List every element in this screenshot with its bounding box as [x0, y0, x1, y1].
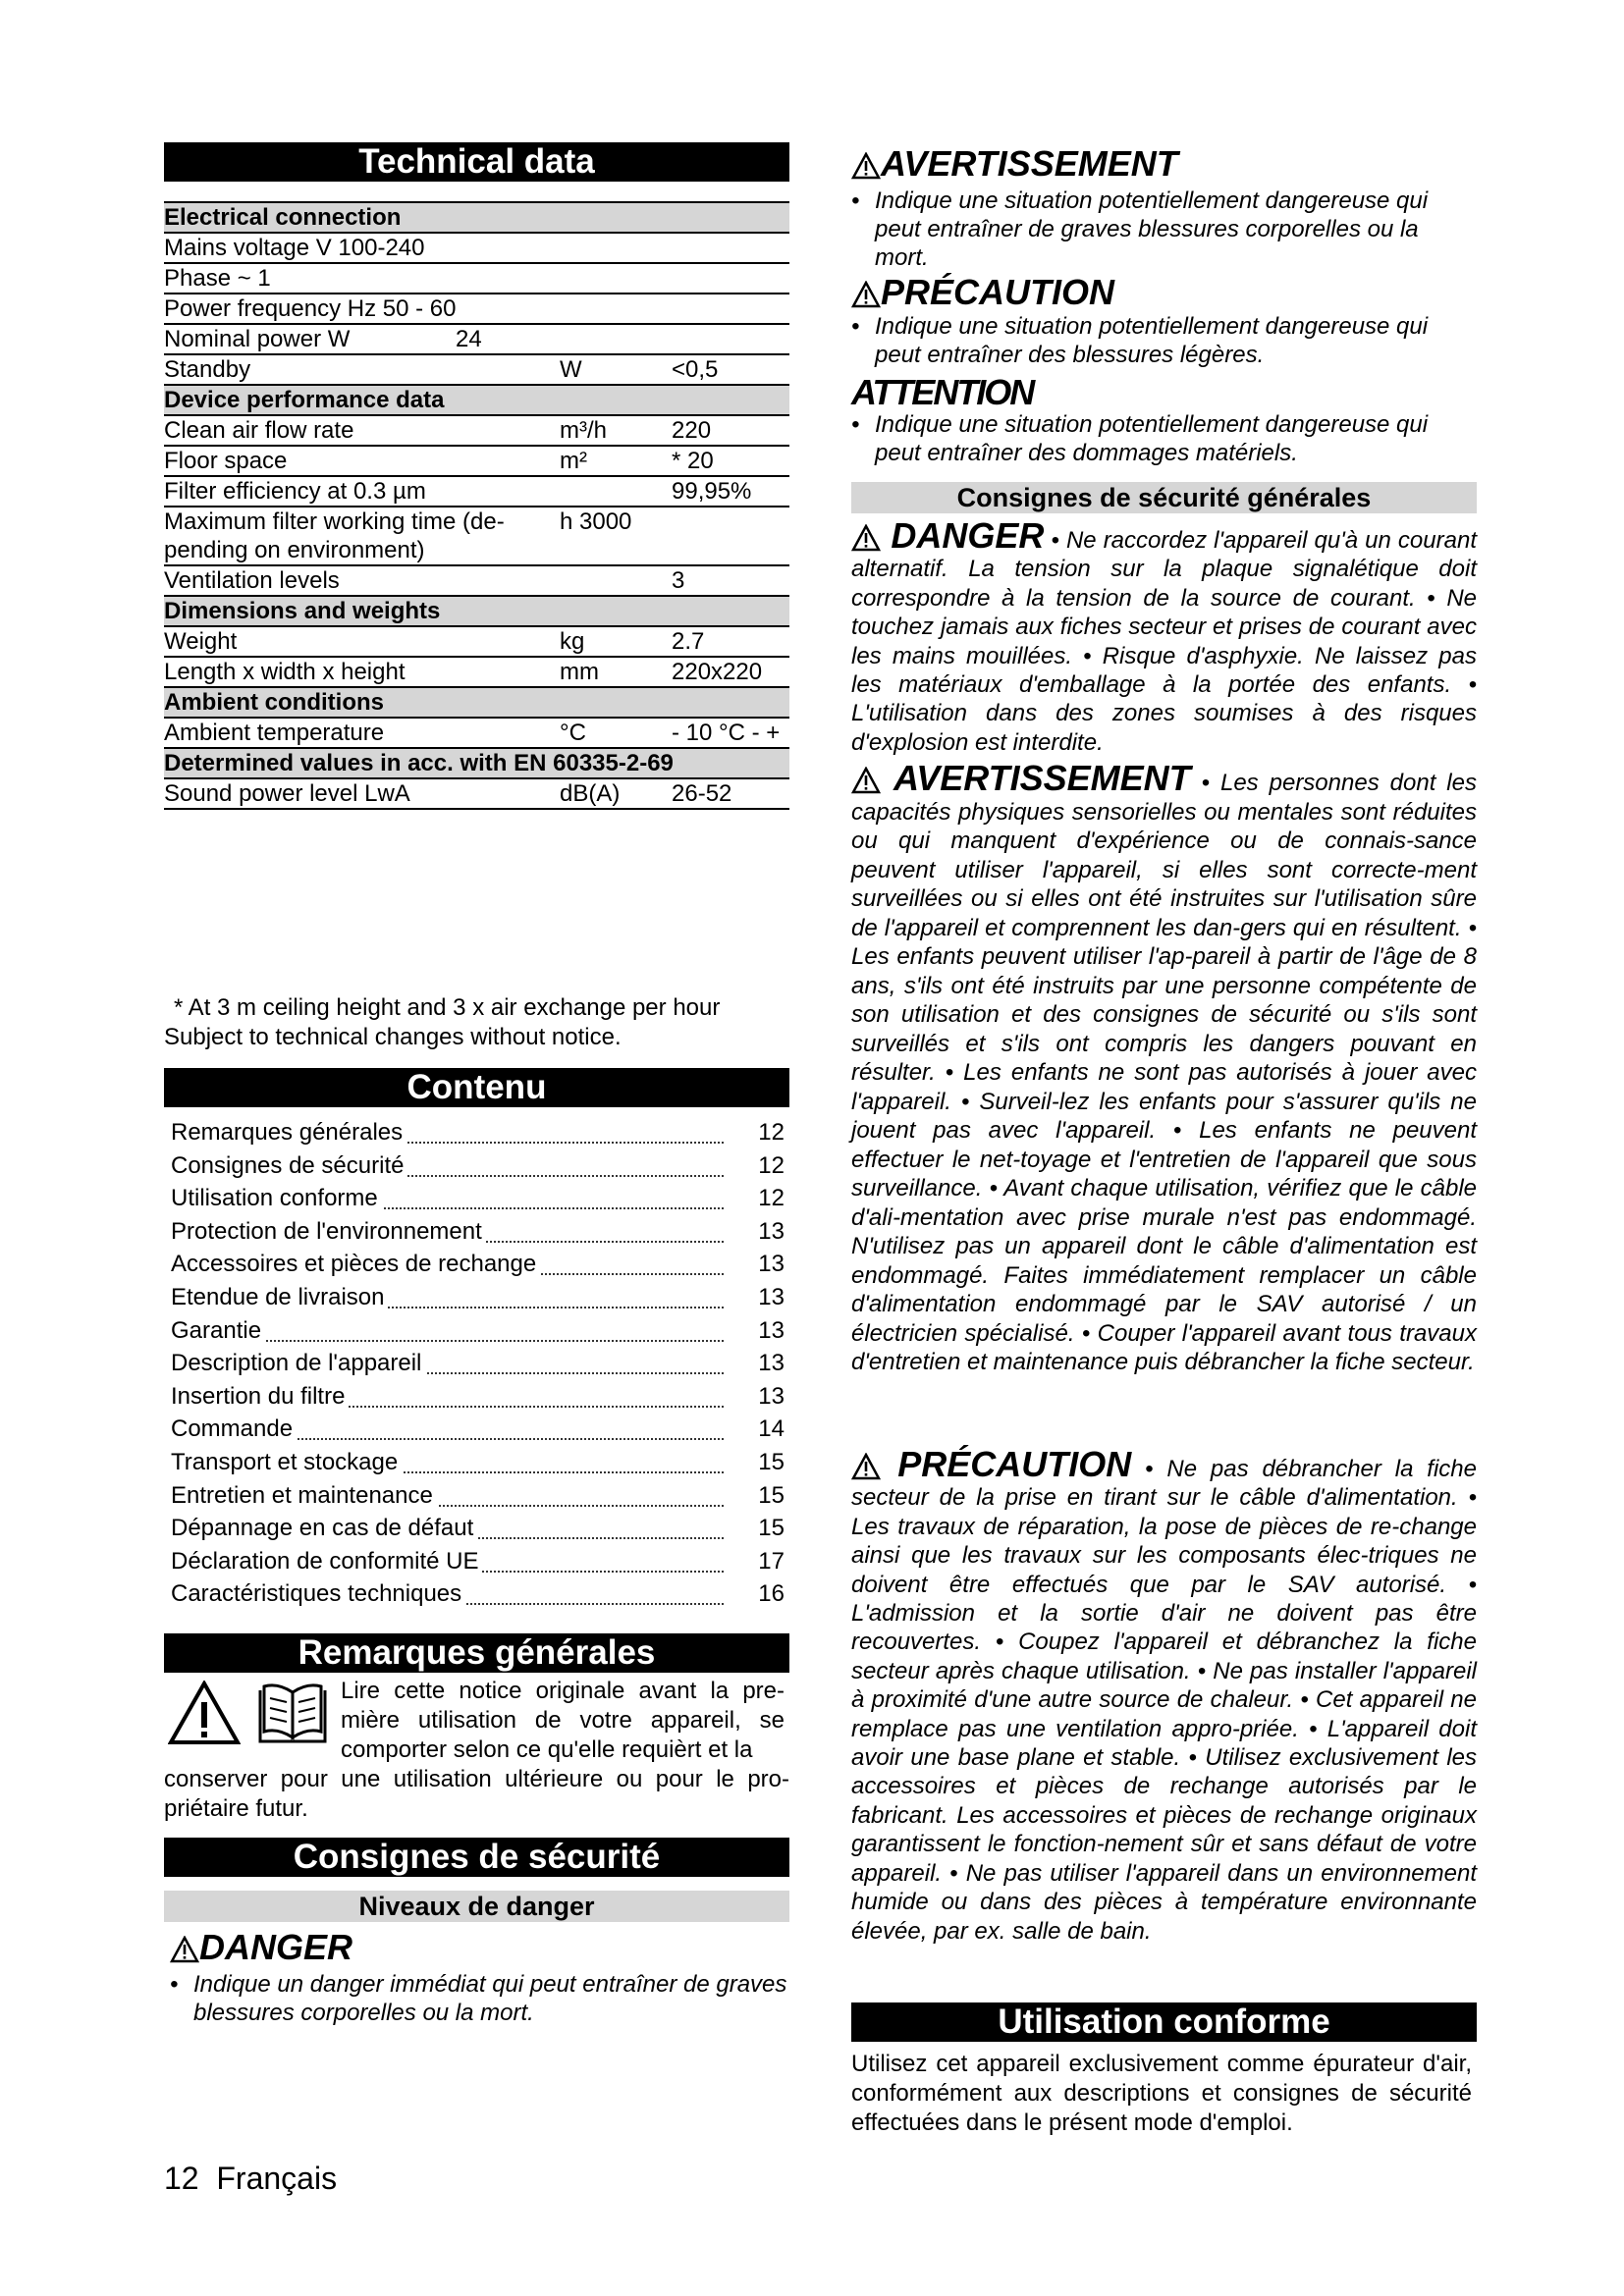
warning-triangle-icon [851, 767, 881, 794]
danger-paragraph-text: • Ne raccordez l'appareil qu'à un courant alternatif. La tension sur la plaque signalétique doit correspondre à la tension de la source de courant. • Ne touchez jamais aux fiches secteur et prises de courant avec les mains mouillées. • Risque d'asphyxie. Ne laissez pas les matériaux d'emballage à la portée des enfants. • L'utilisation dans des zones soumises à des risques d'explosion est interdite. [851, 527, 1477, 756]
table-row [164, 325, 789, 355]
table-cell-unit: W [560, 356, 582, 383]
table-cell-value: * 20 [672, 448, 714, 474]
table-row [164, 447, 789, 477]
toc-entry-page: 13 [758, 1283, 785, 1310]
toc-entry-page: 14 [758, 1415, 785, 1443]
table-section-header: Electrical connection [164, 203, 789, 234]
warning-triangle-icon [851, 524, 881, 552]
avertissement-paragraph [851, 758, 1477, 1377]
toc-entry-page: 12 [758, 1185, 785, 1212]
toc-entry-title: Consignes de sécurité [171, 1149, 407, 1183]
table-cell-unit: °C [560, 720, 586, 746]
toc-entry-page: 16 [758, 1580, 785, 1608]
table-cell-value: 2.7 [672, 628, 705, 655]
warning-triangle-icon [851, 281, 881, 308]
contenu-heading: Contenu [164, 1068, 789, 1107]
danger-paragraph [851, 515, 1477, 757]
table-section-header: Dimensions and weights [164, 597, 789, 627]
page-language: Français [216, 2161, 338, 2196]
table-cell-label: Length x width x height [164, 659, 406, 685]
toc-entry-page: 17 [758, 1547, 785, 1575]
toc-entry[interactable] [171, 1314, 785, 1348]
precaution-title [851, 273, 1114, 312]
toc-entry-page: 12 [758, 1119, 785, 1146]
table-cell-label: Weight [164, 628, 238, 655]
warning-triangle-icon [851, 1453, 881, 1480]
table-row [164, 779, 789, 810]
table-row [164, 627, 789, 658]
avertissement-title [851, 144, 1178, 184]
precaution-bullet: • Indique une situation potentiellement dangereuse qui peut entraîner des blessures légères. [851, 312, 1472, 369]
toc-entry-page: 13 [758, 1350, 785, 1377]
table-cell-unit: h 3000 [560, 508, 632, 535]
avertissement-paragraph-text: • Les personnes dont les capacités physiques sensorielles ou mentales sont réduites ou qui manquent d'expérience ou de connais-sance peuvent utiliser l'appareil, si elles sont correcte-ment surveillées ou si elles ont été instruites sur l'utilisation sûre de l'appareil et comprennent les dan-gers qui en résultent. • Les enfants peuvent utiliser l'ap-pareil à partir de l'âge de 8 ans, s'ils ont été instruits par une personne compétente de son utilisation et des consignes de sécurité ou s'ils sont surveillés et s'ils ont compris les dangers pouvant en résulter. • Les enfants ne sont pas autorisés à jouer avec l'appareil. • Surveil-lez les enfants pour s'assurer qu'ils ne jouent pas avec l'appareil. • Les enfants ne peuvent effectuer le net-toyage et l'entretien de l'appareil que sous surveillance. • Avant chaque utilisation, vérifiez que le câble d'ali-mentation avec prise murale n'est pas endommagé. N'utilisez pas un appareil dont le câble d'alimentation est endommagé. Faites immédiatement remplacer un câble d'alimentation endommagé par le SAV autorisé / un électricien spécialisé. • Couper l'appareil avant tous travaux d'entretien et maintenance puis débrancher la fiche secteur. [851, 770, 1477, 1375]
toc-entry[interactable] [171, 1116, 785, 1149]
precaution-label [851, 1444, 1131, 1484]
table-row [164, 416, 789, 447]
toc-entry-title: Etendue de livraison [171, 1281, 388, 1314]
toc-entry[interactable] [171, 1248, 785, 1281]
table-cell-label: Filter efficiency at 0.3 µm [164, 478, 426, 505]
remarques-text-b: conserver pour une utilisation ultérieure ou pour le pro-priétaire futur. [164, 1766, 789, 1822]
table-cell-label: Sound power level LwA [164, 780, 410, 807]
danger-label-text: DANGER [891, 515, 1045, 556]
table-cell-label: Ambient temperature [164, 720, 385, 746]
toc-entry-page: 13 [758, 1217, 785, 1245]
toc-entry-title: Accessoires et pièces de rechange [171, 1248, 540, 1281]
toc-entry-title: Remarques générales [171, 1116, 406, 1149]
avertissement-bullet: • Indique une situation potentiellement dangereuse qui peut entraîner de graves blessures corporelles ou la mort. [851, 187, 1472, 272]
table-cell-value: 24 [456, 326, 482, 352]
toc-entry-page: 13 [758, 1382, 785, 1410]
table-cell-label: Clean air flow rate [164, 417, 354, 444]
toc-entry[interactable] [171, 1545, 785, 1578]
toc-entry[interactable] [171, 1347, 785, 1380]
avertissement-title-text: AVERTISSEMENT [881, 143, 1178, 184]
table-section-header: Device performance data [164, 386, 789, 416]
toc-entry[interactable] [171, 1380, 785, 1414]
toc-entry-title: Protection de l'environnement [171, 1215, 486, 1249]
warning-triangle-icon [170, 1936, 199, 1963]
manual-book-icon [254, 1681, 331, 1745]
remarques-text-a: Lire cette notice originale avant la pre-mière utilisation de votre appareil, se comporter selon ce qu'elle requièrt et la [341, 1678, 785, 1763]
avertissement-label [851, 758, 1191, 798]
consignes-heading: Consignes de sécurité [164, 1838, 789, 1877]
warning-book-icons [168, 1681, 335, 1755]
toc-entry-page: 15 [758, 1481, 785, 1509]
table-cell-unit: dB(A) [560, 780, 621, 807]
attention-bullet-text: Indique une situation potentiellement dangereuse qui peut entraîner des dommages matériels. [875, 411, 1429, 466]
table-row [164, 719, 789, 749]
table-row [164, 355, 789, 386]
table-row [164, 264, 789, 294]
toc-entry[interactable] [171, 1149, 785, 1183]
table-cell-label: Standby [164, 356, 251, 383]
table-cell-value: <0,5 [672, 356, 719, 383]
table-row [164, 477, 789, 507]
precaution-label-text: PRÉCAUTION [897, 1444, 1132, 1484]
table-cell-label: Mains voltage V 100-240 [164, 235, 425, 261]
table-section-header: Ambient conditions [164, 688, 789, 719]
toc-entry-page: 15 [758, 1448, 785, 1475]
page-footer [164, 2160, 337, 2197]
toc-entry-title: Dépannage en cas de défaut [171, 1512, 477, 1545]
toc-entry-title: Déclaration de conformité UE [171, 1545, 482, 1578]
toc-entry-page: 13 [758, 1316, 785, 1344]
table-cell-unit: mm [560, 659, 599, 685]
consignes-generales-heading: Consignes de sécurité générales [851, 482, 1477, 513]
table-cell-value: 99,95% [672, 478, 752, 505]
table-cell-label: Power frequency Hz 50 - 60 [164, 295, 457, 322]
toc-entry[interactable] [171, 1182, 785, 1215]
niveaux-heading: Niveaux de danger [164, 1891, 789, 1922]
warning-triangle-icon [851, 152, 881, 180]
toc-entry-page: 12 [758, 1151, 785, 1179]
technical-data-table [164, 201, 789, 810]
danger-title [170, 1928, 352, 1967]
attention-bullet: • Indique une situation potentiellement dangereuse qui peut entraîner des dommages matériels. [851, 410, 1472, 467]
table-cell-value: 220x220 [672, 659, 763, 685]
table-cell-unit: m³/h [560, 417, 607, 444]
table-row [164, 566, 789, 597]
remarques-heading: Remarques générales [164, 1633, 789, 1673]
toc-entry-title: Garantie [171, 1314, 265, 1348]
table-cell-label: Ventilation levels [164, 567, 340, 594]
table-row [164, 234, 789, 264]
danger-title-text: DANGER [199, 1927, 353, 1967]
table-cell-unit: m² [560, 448, 587, 474]
page-number: 12 [164, 2161, 199, 2196]
toc-entry-title: Transport et stockage [171, 1446, 402, 1479]
table-cell-value: 3 [672, 567, 685, 594]
warning-triangle-icon [168, 1681, 241, 1745]
utilisation-heading: Utilisation conforme [851, 2002, 1477, 2042]
table-row [164, 294, 789, 325]
toc-entry-page: 13 [758, 1251, 785, 1278]
table-row [164, 658, 789, 688]
attention-title: ATTENTION [851, 372, 1034, 412]
technical-note-ceiling: * At 3 m ceiling height and 3 x air exchange per hour [174, 994, 721, 1021]
technical-note-changes: Subject to technical changes without notice. [164, 1024, 622, 1050]
danger-bullet-text: Indique un danger immédiat qui peut entraîner de graves blessures corporelles ou la mort. [193, 1971, 787, 2026]
toc-entry[interactable] [171, 1512, 785, 1545]
toc-entry-title: Description de l'appareil [171, 1347, 425, 1380]
table-cell-unit: kg [560, 628, 585, 655]
toc-entry[interactable] [171, 1446, 785, 1479]
toc-entry-title: Insertion du filtre [171, 1380, 349, 1414]
danger-bullet: • Indique un danger immédiat qui peut entraîner de graves blessures corporelles ou la mort. [170, 1971, 787, 2026]
toc-entry-page: 15 [758, 1515, 785, 1542]
technical-data-heading: Technical data [164, 142, 789, 182]
precaution-title-text: PRÉCAUTION [881, 272, 1115, 312]
table-cell-value: 220 [672, 417, 712, 444]
avertissement-bullet-text: Indique une situation potentiellement dangereuse qui peut entraîner de graves blessures corporelles ou la mort. [875, 187, 1429, 271]
avertissement-label-text: AVERTISSEMENT [893, 758, 1191, 798]
precaution-paragraph [851, 1444, 1477, 1946]
table-section-header: Determined values in acc. with EN 60335-2-69 [164, 749, 789, 779]
table-cell-label: Maximum filter working time (de-pending on environment) [164, 508, 505, 563]
toc-entry[interactable] [171, 1577, 785, 1611]
precaution-paragraph-text: • Ne pas débrancher la fiche secteur de la prise en tirant sur le câble d'alimentation. • Les travaux de réparation, la pose de pièces de re-change ainsi que les travaux sur les composants élec-triques ne doivent être effectués que par le SAV autorisé. • L'admission et la sortie d'air ne doivent pas être recouvertes. • Coupez l'appareil et débranchez la fiche secteur après chaque utilisation. • Ne pas installer l'appareil à proximité d'une autre source de chaleur. • Cet appareil ne remplace pas une ventilation appro-priée. • L'appareil doit avoir une base plane et stable. • Utilisez exclusivement les accessoires et pièces de rechange autorisés par le fabricant. Les accessoires et pièces de rechange originaux garantissent le fonction-nement sûr et sans défaut de votre appareil. • Ne pas utiliser l'appareil dans un environnement humide ou dans des pièces à température environnante élevée, par ex. salle de bain. [851, 1456, 1477, 1945]
toc-entry[interactable] [171, 1215, 785, 1249]
table-cell-label: Nominal power W [164, 326, 351, 352]
table-cell-label: Floor space [164, 448, 288, 474]
precaution-bullet-text: Indique une situation potentiellement dangereuse qui peut entraîner des blessures légères. [875, 313, 1429, 368]
toc-entry-title: Entretien et maintenance [171, 1479, 437, 1513]
toc-entry-title: Utilisation conforme [171, 1182, 382, 1215]
table-cell-value: 26-52 [672, 780, 732, 807]
toc-entry-title: Commande [171, 1413, 297, 1446]
toc-entry[interactable] [171, 1479, 785, 1513]
toc-entry-title: Caractéristiques techniques [171, 1577, 465, 1611]
table-cell-label: Phase ~ 1 [164, 265, 271, 292]
table-row [164, 507, 789, 566]
toc-entry[interactable] [171, 1413, 785, 1446]
table-of-contents [171, 1116, 785, 1611]
utilisation-text: Utilisez cet appareil exclusivement comme épurateur d'air, conformément aux descriptions et consignes de sécurité effectuées dans le présent mode d'emploi. [851, 2051, 1472, 2136]
table-cell-value: - 10 °C - + [672, 720, 781, 746]
danger-label [851, 515, 1044, 556]
toc-entry[interactable] [171, 1281, 785, 1314]
